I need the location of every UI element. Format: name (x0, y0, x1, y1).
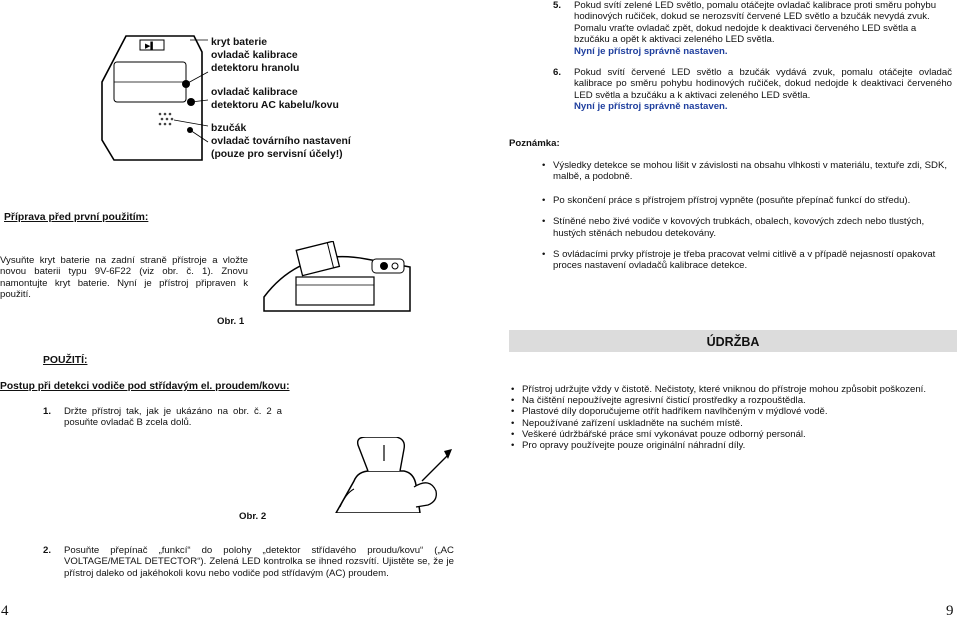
battery-insertion-figure (262, 241, 414, 315)
maintenance-item: • Nepoužívané zařízení uskladněte na suchém místě. (509, 418, 957, 429)
maintenance-item: • Pro opravy používejte pouze originální náhradní díly. (509, 440, 957, 451)
maintenance-item: • Přístroj udržujte vždy v čistotě. Nečistoty, které vniknou do přístroje mohou způsobit poškození. (509, 384, 957, 395)
step-5-number: 5. (553, 0, 562, 11)
page-number-right: 9 (946, 603, 954, 619)
note-item: • Stíněné nebo živé vodiče v kovových trubkách, obalech, kovových zdech nebo tlustých, hustých stěnách nebudou detekovány. (540, 216, 958, 239)
svg-text:▶▌: ▶▌ (145, 43, 156, 50)
label-battery-cover: kryt baterie (211, 37, 268, 48)
figure-2-caption: Obr. 2 (239, 511, 267, 522)
step-2-text: Posuňte přepínač „funkcí“ do polohy „detektor střídavého proudu/kovu“ („AC VOLTAGE/METAL DETECTOR“). Zelená LED kontrolka se ihned rozsvítí. Ujistěte se, že je přístroj daleko od jakéhokoli kovu nebo vodiče pod střídavým (AC) proudem. (64, 545, 454, 579)
figure-2-hand-diagram (296, 437, 464, 513)
maintenance-heading: ÚDRŽBA (706, 335, 760, 349)
figure-1-caption: Obr. 1 (217, 316, 245, 327)
step-6-final: Nyní je přístroj správně nastaven. (574, 101, 728, 113)
label-buzzer: bzučák (211, 123, 247, 134)
maintenance-item: • Veškeré údržbářské práce smí vykonávat pouze odborný personál. (509, 429, 957, 440)
maintenance-item: • Plastové díly doporučujeme otřít hadříkem navlhčeným v mýdlové vodě. (509, 406, 957, 417)
step-1-number: 1. (43, 406, 52, 417)
maintenance-list (509, 384, 957, 451)
prep-heading: Příprava před první použitím: (4, 212, 149, 223)
step-2-number: 2. (43, 545, 52, 556)
step-5-text: Pokud svítí zelené LED světlo, pomalu otáčejte ovladač kalibrace proti směru pohybu hodinových ručiček, dokud se nerozsvítí červené LED světlo a bzučák nevydá zvuk. Pomalu vraťte ovladač zpět, dokud nedojde k deaktivaci červeného LED světla a bzučáku a opět k aktivaci zeleného LED světla. (574, 0, 937, 46)
step-6-block (574, 67, 952, 113)
label-factory-control: ovladač továrního nastavení (211, 136, 351, 147)
label-ac-detector: detektoru AC kabelu/kovu (211, 100, 339, 111)
step-5-final: Nyní je přístroj správně nastaven. (574, 45, 728, 57)
step-1-text: Držte přístroj tak, jak je ukázáno na obr. č. 2 a posuňte ovladač B zcela dolů. (64, 406, 282, 429)
maintenance-item: • Na čištění nepoužívejte agresivní čisticí prostředky a rozpouštědla. (509, 395, 957, 406)
maintenance-heading-box (509, 330, 957, 352)
page-number-left: 4 (1, 603, 9, 619)
figure-1-labels (211, 36, 351, 161)
note-label: Poznámka: (509, 138, 560, 149)
label-ac-calibration: ovladač kalibrace (211, 87, 298, 98)
ac-procedure-heading: Postup při detekci vodiče pod střídavým el. proudem/kovu: (0, 381, 290, 392)
notes-list (540, 160, 958, 272)
prep-text: Vysuňte kryt baterie na zadní straně přístroje a vložte novou baterii typu 9V-6F22 (viz obr. č. 1). Znovu namontujte kryt baterie. Nyní je přístroj připraven k použití. (0, 255, 248, 301)
note-item: • Po skončení práce s přístrojem přístroj vypněte (posuňte přepínač funkcí do středu). (540, 195, 958, 206)
label-prism-calibration: ovladač kalibrace (211, 50, 298, 61)
label-service-only: (pouze pro servisní účely!) (211, 149, 343, 160)
step-5-block (574, 0, 952, 57)
usage-heading: POUŽITÍ: (43, 355, 88, 366)
step-6-text: Pokud svítí červené LED světlo a bzučák vydává zvuk, pomalu otáčejte ovladač kalibrace po směru pohybu hodinových ručiček, dokud nedojde k deaktivaci červeného LED světla a bzučáku a k aktivaci zeleného LED světla. (574, 67, 952, 101)
label-prism-detector: detektoru hranolu (211, 63, 300, 74)
note-item: • Výsledky detekce se mohou lišit v závislosti na obsahu vlhkosti v materiálu, textuře zdi, SDK, malbě, a podobně. (540, 160, 958, 183)
note-item: • S ovládacími prvky přístroje je třeba pracovat velmi citlivě a v případě nejasností opakovat proces nastavení ovladačů kalibrace detekce. (540, 249, 958, 272)
step-6-number: 6. (553, 67, 562, 78)
